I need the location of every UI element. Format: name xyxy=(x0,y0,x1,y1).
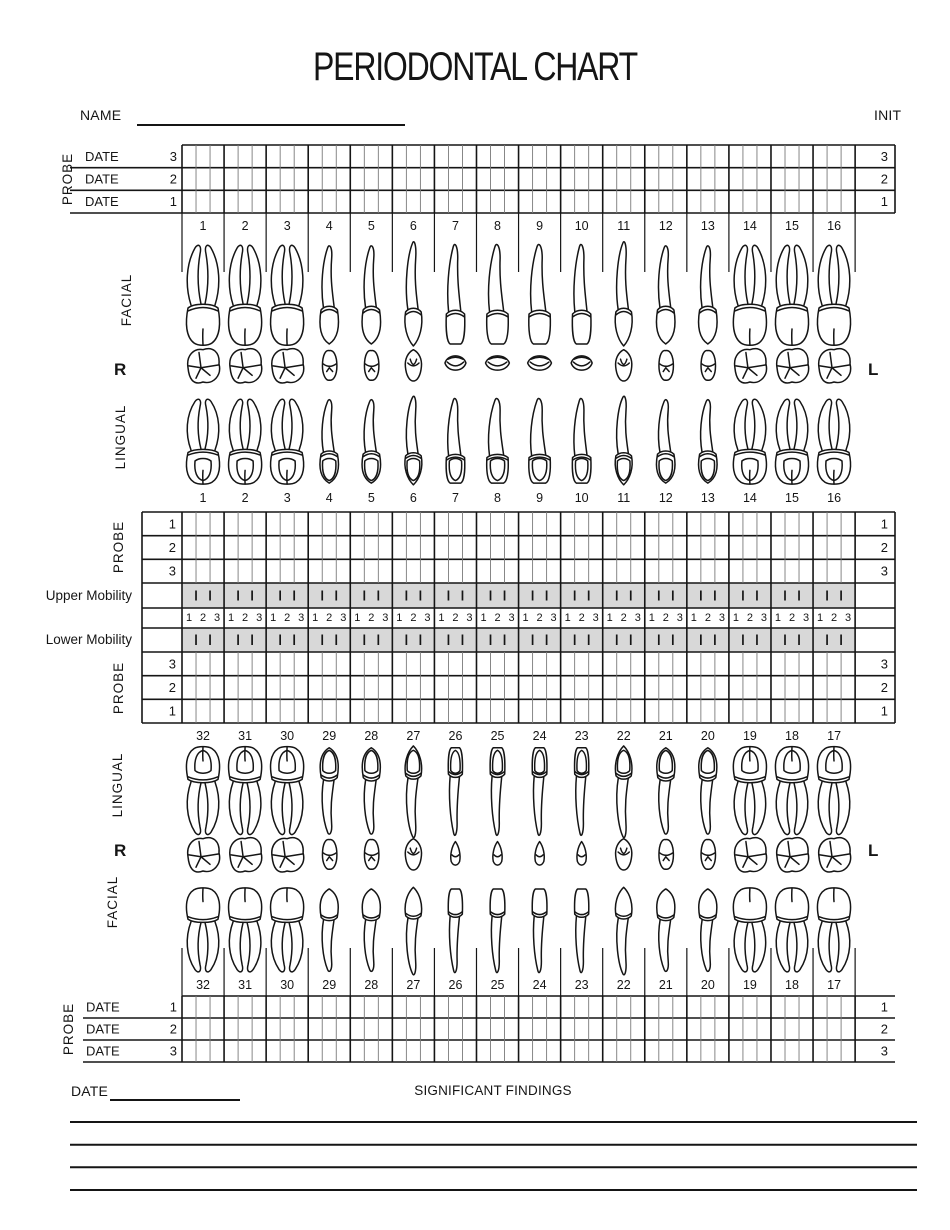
grid-number: 3 xyxy=(169,1043,177,1059)
grid-number: 2 xyxy=(199,612,207,624)
grid-number: 1 xyxy=(168,703,176,719)
tooth-16-facial-icon xyxy=(817,245,850,345)
grid-number: 3 xyxy=(880,563,888,579)
tooth-14-facial-icon xyxy=(733,245,766,345)
grid-number: 26 xyxy=(448,978,463,992)
grid-number: 8 xyxy=(494,491,502,505)
grid-number: 16 xyxy=(827,219,842,233)
grid-number: 17 xyxy=(827,978,842,992)
lower-tooth-number-row-top xyxy=(196,729,841,743)
grid-number: 5 xyxy=(367,219,375,233)
grid-number: 2 xyxy=(242,612,249,624)
grid-number: 16 xyxy=(827,491,842,505)
name-label: NAME xyxy=(80,107,122,123)
tooth-3-facial-icon xyxy=(271,245,304,345)
tooth-13-lingual-icon xyxy=(699,400,717,483)
grid-number: 3 xyxy=(676,612,683,624)
grid-number: DATE xyxy=(86,1021,120,1037)
tooth-29-lingual-icon xyxy=(320,748,338,834)
tooth-16-occlusal-icon xyxy=(819,349,851,383)
grid-number: 1 xyxy=(169,194,177,210)
grid-number: 2 xyxy=(368,612,375,624)
facial-label-upper: FACIAL xyxy=(119,273,134,327)
tooth-19-occlusal-icon xyxy=(735,838,767,872)
grid-number: 3 xyxy=(298,612,305,624)
tooth-29-occlusal-icon xyxy=(322,840,336,870)
findings-ruled-lines xyxy=(70,1122,917,1190)
grid-number: 1 xyxy=(774,612,782,624)
grid-number: 31 xyxy=(238,729,253,743)
tooth-28-occlusal-icon xyxy=(364,840,378,870)
grid-number: 19 xyxy=(742,729,757,743)
grid-number: 3 xyxy=(466,612,473,624)
grid-number: 3 xyxy=(508,612,515,624)
grid-number: DATE xyxy=(86,1043,120,1059)
grid-number: 1 xyxy=(648,612,655,624)
grid-number: 1 xyxy=(880,999,888,1015)
tooth-2-facial-icon xyxy=(229,245,262,345)
grid-number: 1 xyxy=(312,612,319,624)
grid-number: 3 xyxy=(845,612,852,624)
grid-number: 23 xyxy=(574,978,589,992)
tooth-31-lingual-icon xyxy=(229,747,262,835)
grid-number: 7 xyxy=(451,219,459,233)
tooth-26-occlusal-icon xyxy=(451,842,460,866)
grid-number: 3 xyxy=(880,1043,888,1059)
tooth-13-occlusal-icon xyxy=(701,351,715,381)
tooth-25-lingual-icon xyxy=(490,748,505,836)
tooth-8-facial-icon xyxy=(487,244,509,344)
tooth-17-lingual-icon xyxy=(817,747,850,835)
grid-number: 3 xyxy=(382,612,389,624)
tooth-8-occlusal-icon xyxy=(486,356,510,370)
tooth-1-occlusal-icon xyxy=(188,349,220,383)
init-label: INIT xyxy=(874,107,902,123)
grid-number: 1 xyxy=(732,612,739,624)
grid-number: 1 xyxy=(880,516,888,532)
right-side-label-upper: R xyxy=(114,360,127,379)
grid-number: 1 xyxy=(690,612,697,624)
grid-number: 8 xyxy=(494,219,502,233)
tooth-10-lingual-icon xyxy=(572,398,591,483)
significant-findings-label: SIGNIFICANT FINDINGS xyxy=(414,1083,572,1098)
lower-occlusal-teeth-row xyxy=(188,838,851,872)
tooth-8-lingual-icon xyxy=(487,398,509,483)
grid-number: 18 xyxy=(785,729,799,743)
grid-number: DATE xyxy=(85,171,119,187)
grid-number: 6 xyxy=(409,219,417,233)
tooth-11-lingual-icon xyxy=(615,396,632,485)
grid-number: 15 xyxy=(785,219,799,233)
grid-number: 2 xyxy=(169,171,177,187)
lingual-label-lower: LINGUAL xyxy=(110,752,125,818)
footer-date-label: DATE xyxy=(71,1083,109,1099)
tooth-5-facial-icon xyxy=(362,246,380,344)
tooth-9-lingual-icon xyxy=(529,398,551,483)
tooth-18-lingual-icon xyxy=(775,747,808,835)
grid-number: 1 xyxy=(522,612,529,624)
tooth-28-facial-icon xyxy=(362,889,380,971)
grid-number: 1 xyxy=(396,612,403,624)
grid-number: 21 xyxy=(658,978,673,992)
grid-number: 31 xyxy=(238,978,253,992)
grid-number: 23 xyxy=(574,729,589,743)
grid-number: 2 xyxy=(880,540,888,555)
grid-number: 3 xyxy=(424,612,431,624)
grid-number: 22 xyxy=(616,729,631,743)
tooth-21-facial-icon xyxy=(657,889,675,971)
grid-number: 1 xyxy=(228,612,235,624)
tooth-3-lingual-icon xyxy=(271,399,304,484)
tooth-29-facial-icon xyxy=(320,889,338,971)
grid-number: 28 xyxy=(364,978,379,992)
tooth-27-occlusal-icon xyxy=(405,839,421,870)
tooth-30-lingual-icon xyxy=(271,747,304,835)
grid-number: 14 xyxy=(742,219,757,233)
grid-number: 10 xyxy=(574,491,589,505)
tooth-26-lingual-icon xyxy=(448,748,462,836)
grid-number: 2 xyxy=(880,680,888,695)
grid-number: 10 xyxy=(574,219,589,233)
grid-number: 3 xyxy=(283,491,291,505)
probe-label-mid-lower: PROBE xyxy=(111,661,126,715)
grid-number: 1 xyxy=(480,612,487,624)
tooth-32-lingual-icon xyxy=(186,747,219,835)
grid-number: 2 xyxy=(831,612,838,624)
tooth-12-lingual-icon xyxy=(656,400,674,483)
grid-number: 1 xyxy=(438,612,445,624)
grid-number: 2 xyxy=(704,612,711,624)
tooth-15-lingual-icon xyxy=(775,399,808,484)
grid-number: 14 xyxy=(742,491,757,505)
tooth-20-lingual-icon xyxy=(699,748,717,834)
tooth-18-facial-icon xyxy=(775,888,808,972)
grid-number: 27 xyxy=(406,729,421,743)
tooth-21-occlusal-icon xyxy=(659,840,673,870)
lower-mobility-label: Lower Mobility xyxy=(45,632,132,647)
tooth-11-occlusal-icon xyxy=(616,350,632,381)
tooth-31-facial-icon xyxy=(229,888,262,972)
grid-number: 2 xyxy=(410,612,417,624)
grid-number: 5 xyxy=(367,491,375,505)
tooth-9-facial-icon xyxy=(529,244,551,344)
grid-number: 2 xyxy=(620,612,627,624)
grid-number: 12 xyxy=(658,491,673,505)
tooth-27-facial-icon xyxy=(405,887,422,975)
grid-number: 2 xyxy=(578,612,585,624)
tooth-23-occlusal-icon xyxy=(577,842,586,866)
tooth-22-occlusal-icon xyxy=(616,839,632,870)
left-side-label-upper: L xyxy=(868,360,879,379)
tooth-10-facial-icon xyxy=(572,244,591,344)
grid-number: 3 xyxy=(718,612,725,624)
tooth-7-lingual-icon xyxy=(446,398,465,483)
tooth-24-occlusal-icon xyxy=(535,842,544,866)
grid-number: 4 xyxy=(325,219,333,233)
tooth-2-occlusal-icon xyxy=(230,349,262,383)
tooth-7-facial-icon xyxy=(446,244,465,344)
upper-probe-grid xyxy=(70,145,895,213)
tooth-5-lingual-icon xyxy=(362,400,380,483)
tooth-32-facial-icon xyxy=(186,888,219,972)
grid-number: 3 xyxy=(880,148,888,164)
tooth-4-lingual-icon xyxy=(320,400,338,483)
grid-number: DATE xyxy=(86,999,120,1015)
grid-number: 3 xyxy=(168,563,176,579)
tooth-15-occlusal-icon xyxy=(777,349,809,383)
tooth-4-facial-icon xyxy=(320,246,338,344)
grid-number: 1 xyxy=(880,703,888,719)
tooth-17-occlusal-icon xyxy=(819,838,851,872)
grid-number: 15 xyxy=(785,491,799,505)
grid-number: 1 xyxy=(880,194,888,210)
grid-number: 3 xyxy=(550,612,557,624)
lingual-label-upper: LINGUAL xyxy=(113,404,128,470)
tooth-2-lingual-icon xyxy=(229,399,262,484)
grid-number: 2 xyxy=(536,612,543,624)
tooth-23-facial-icon xyxy=(575,889,589,973)
lower-lingual-teeth-row xyxy=(186,746,850,838)
grid-number: 1 xyxy=(564,612,571,624)
left-side-label-lower: L xyxy=(868,841,879,860)
tooth-28-lingual-icon xyxy=(362,748,380,834)
grid-number: 11 xyxy=(617,491,631,505)
tooth-1-lingual-icon xyxy=(186,399,219,484)
grid-number: 3 xyxy=(340,612,347,624)
grid-number: 1 xyxy=(185,612,193,624)
tooth-22-facial-icon xyxy=(615,887,632,975)
tooth-21-lingual-icon xyxy=(657,748,675,834)
tooth-22-lingual-icon xyxy=(615,746,632,838)
grid-number: 2 xyxy=(284,612,291,624)
tooth-20-facial-icon xyxy=(699,889,717,971)
grid-number: 2 xyxy=(168,680,176,695)
tooth-27-lingual-icon xyxy=(405,746,422,838)
grid-number: 2 xyxy=(241,219,249,233)
grid-number: 12 xyxy=(658,219,673,233)
tooth-14-occlusal-icon xyxy=(735,349,767,383)
upper-lingual-teeth-row xyxy=(186,396,850,485)
grid-number: 2 xyxy=(452,612,459,624)
facial-label-lower: FACIAL xyxy=(105,875,120,929)
tooth-14-lingual-icon xyxy=(733,399,766,484)
grid-number: 1 xyxy=(169,999,177,1015)
grid-number: 9 xyxy=(536,491,544,505)
grid-number: 1 xyxy=(199,219,207,233)
tooth-30-occlusal-icon xyxy=(272,838,304,872)
grid-number: 1 xyxy=(270,612,277,624)
tooth-6-facial-icon xyxy=(405,242,422,346)
grid-number: 13 xyxy=(700,491,715,505)
tooth-4-occlusal-icon xyxy=(322,351,336,381)
grid-number: 20 xyxy=(700,978,715,992)
grid-number: 32 xyxy=(196,729,210,743)
grid-number: 3 xyxy=(256,612,263,624)
tooth-10-occlusal-icon xyxy=(571,356,592,370)
tooth-6-occlusal-icon xyxy=(405,350,421,381)
probe-label-bottom: PROBE xyxy=(61,1002,76,1056)
lower-probe-grid xyxy=(83,996,895,1062)
tooth-17-facial-icon xyxy=(817,888,850,972)
grid-number: DATE xyxy=(85,148,119,164)
grid-number: 20 xyxy=(700,729,715,743)
grid-number: 3 xyxy=(592,612,599,624)
tooth-16-lingual-icon xyxy=(817,399,850,484)
tooth-1-facial-icon xyxy=(186,245,219,345)
upper-mobility-label: Upper Mobility xyxy=(45,588,132,603)
grid-number: 30 xyxy=(280,978,295,992)
grid-number: 1 xyxy=(816,612,824,624)
grid-number: 13 xyxy=(700,219,715,233)
tooth-24-lingual-icon xyxy=(532,748,547,836)
grid-number: 1 xyxy=(606,612,613,624)
tooth-12-occlusal-icon xyxy=(659,351,673,381)
page-title: PERIODONTAL CHART xyxy=(313,45,637,89)
tooth-20-occlusal-icon xyxy=(701,840,715,870)
tooth-23-lingual-icon xyxy=(575,748,589,836)
right-side-label-lower: R xyxy=(114,841,127,860)
grid-number: 2 xyxy=(880,1021,888,1037)
grid-number: 3 xyxy=(802,612,810,624)
grid-number: 28 xyxy=(364,729,379,743)
grid-number: 2 xyxy=(168,540,176,555)
grid-number: 25 xyxy=(490,729,505,743)
grid-number: 1 xyxy=(199,491,207,505)
grid-number: 2 xyxy=(880,171,888,187)
grid-number: 1 xyxy=(168,516,176,532)
grid-number: 2 xyxy=(326,612,333,624)
grid-number: DATE xyxy=(85,194,119,210)
upper-occlusal-teeth-row xyxy=(188,349,851,383)
grid-number: 26 xyxy=(448,729,463,743)
grid-number: 2 xyxy=(788,612,796,624)
tooth-31-occlusal-icon xyxy=(230,838,262,872)
grid-number: 6 xyxy=(409,491,417,505)
grid-number: 3 xyxy=(168,656,176,672)
tooth-12-facial-icon xyxy=(656,246,674,344)
tooth-6-lingual-icon xyxy=(405,396,422,485)
grid-number: 25 xyxy=(490,978,505,992)
probe-label-top: PROBE xyxy=(60,152,75,206)
tooth-24-facial-icon xyxy=(532,889,547,973)
tooth-15-facial-icon xyxy=(775,245,808,345)
tooth-11-facial-icon xyxy=(615,242,632,346)
tooth-19-facial-icon xyxy=(733,888,766,972)
grid-number: 2 xyxy=(241,491,249,505)
tooth-25-facial-icon xyxy=(490,889,505,973)
tooth-32-occlusal-icon xyxy=(188,838,220,872)
grid-number: 3 xyxy=(880,656,888,672)
tooth-18-occlusal-icon xyxy=(777,838,809,872)
grid-number: 11 xyxy=(617,219,631,233)
tooth-3-occlusal-icon xyxy=(272,349,304,383)
grid-number: 3 xyxy=(213,612,221,624)
grid-number: 24 xyxy=(532,978,547,992)
grid-number: 22 xyxy=(616,978,631,992)
grid-number: 29 xyxy=(322,729,337,743)
grid-number: 2 xyxy=(746,612,754,624)
grid-number: 29 xyxy=(322,978,337,992)
tooth-13-facial-icon xyxy=(699,246,717,344)
tooth-9-occlusal-icon xyxy=(528,356,552,370)
grid-number: 21 xyxy=(658,729,673,743)
grid-number: 2 xyxy=(169,1021,177,1037)
grid-number: 3 xyxy=(283,219,291,233)
grid-number: 7 xyxy=(451,491,459,505)
grid-number: 18 xyxy=(785,978,799,992)
mobility-probe-grid xyxy=(142,512,895,723)
grid-number: 3 xyxy=(760,612,768,624)
grid-number: 19 xyxy=(742,978,757,992)
grid-number: 24 xyxy=(532,729,547,743)
probe-label-mid-upper: PROBE xyxy=(111,520,126,574)
grid-number: 3 xyxy=(634,612,641,624)
grid-number: 32 xyxy=(196,978,210,992)
tooth-25-occlusal-icon xyxy=(493,842,502,866)
upper-tooth-number-row-bottom xyxy=(200,491,842,505)
grid-number: 4 xyxy=(325,491,333,505)
grid-number: 2 xyxy=(662,612,669,624)
tooth-30-facial-icon xyxy=(271,888,304,972)
grid-number: 30 xyxy=(280,729,295,743)
grid-number: 1 xyxy=(354,612,361,624)
grid-number: 27 xyxy=(406,978,421,992)
grid-number: 9 xyxy=(536,219,544,233)
tooth-19-lingual-icon xyxy=(733,747,766,835)
tooth-5-occlusal-icon xyxy=(364,351,378,381)
grid-number: 2 xyxy=(494,612,501,624)
tooth-26-facial-icon xyxy=(448,889,462,973)
grid-number: 17 xyxy=(827,729,842,743)
tooth-7-occlusal-icon xyxy=(445,356,466,370)
grid-number: 3 xyxy=(169,148,177,164)
